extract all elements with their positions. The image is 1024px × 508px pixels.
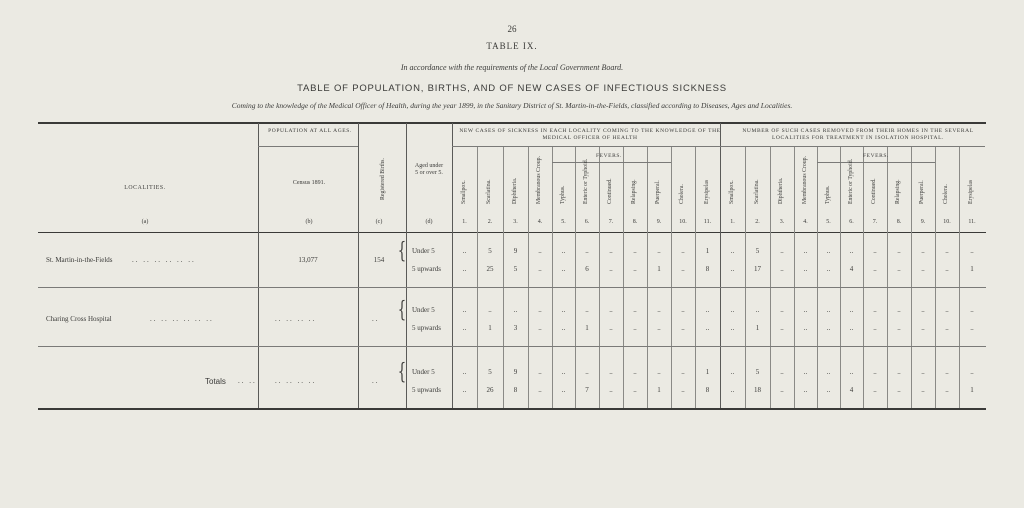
removed-case-cell: ..: [730, 247, 735, 255]
removed-case-cell: ..: [780, 265, 784, 273]
new-case-cell: ..: [462, 265, 467, 273]
removed-case-cell: ..: [780, 247, 784, 255]
table-number: TABLE IX.: [486, 41, 538, 51]
locality-name: St. Martin-in-the-Fields: [46, 256, 113, 264]
leader-dots: .. .. .. ..: [275, 377, 317, 385]
removed-case-cell: ..: [803, 306, 808, 314]
removed-disease-header: Erysipelas: [968, 179, 974, 204]
removed-case-cell: ..: [803, 386, 808, 394]
removed-case-cell: ..: [921, 265, 925, 273]
removed-column-number: 8.: [896, 219, 902, 225]
new-case-cell: 1: [585, 324, 589, 332]
new-cases-column-number: 3.: [513, 219, 518, 225]
leader-dots: .. .. .. ..: [275, 315, 317, 323]
removed-case-cell: ..: [849, 368, 854, 376]
removed-case-cell: 5: [755, 368, 760, 376]
removed-column-number: 1.: [730, 219, 735, 225]
age-group-label: 5 upwards: [412, 386, 441, 394]
aged-header: Aged under 5 or over 5.: [414, 163, 444, 177]
new-case-cell: ..: [681, 265, 685, 273]
new-case-cell: ..: [657, 368, 661, 376]
new-case-cell: ..: [609, 368, 613, 376]
removed-case-cell: ..: [897, 324, 901, 332]
removed-disease-header: Diphtheria.: [778, 177, 784, 204]
removed-case-cell: ..: [873, 324, 877, 332]
new-cases-disease-header: Puerperal.: [655, 180, 661, 204]
removed-column-number: 6.: [849, 219, 854, 225]
removed-case-cell: ..: [897, 265, 901, 273]
new-cases-disease-header: Erysipelas: [703, 179, 710, 204]
removed-case-cell: 18: [754, 386, 761, 394]
new-case-cell: 26: [486, 386, 494, 394]
removed-case-cell: ..: [897, 306, 901, 314]
removed-case-cell: ..: [897, 247, 901, 255]
removed-column-number: 3.: [779, 219, 785, 225]
leader-dots: .. .. .. .. .. ..: [150, 315, 214, 323]
new-case-cell: 8: [513, 386, 518, 394]
leader-dots: .. ..: [238, 377, 257, 385]
new-cases-column-number: 2.: [487, 219, 493, 225]
new-case-cell: ..: [538, 386, 542, 394]
census-header: Census 1891.: [292, 180, 326, 186]
table-bottom-rule: [38, 408, 986, 410]
header-bottom-rule: [38, 232, 986, 233]
new-case-cell: 9: [513, 247, 518, 255]
new-cases-disease-header: Diphtheria.: [511, 177, 518, 204]
row-brace: {: [397, 298, 407, 323]
new-case-cell: ..: [609, 324, 613, 332]
new-cases-disease-header: Continued.: [607, 178, 613, 204]
new-cases-column-number: 10.: [679, 219, 687, 225]
new-case-cell: ..: [585, 247, 589, 255]
removed-case-cell: ..: [945, 324, 949, 332]
new-case-cell: ..: [609, 306, 613, 314]
new-cases-disease-header: Enteric or Typhoid.: [583, 158, 589, 204]
removed-case-cell: ..: [826, 265, 831, 273]
new-case-cell: 5: [488, 368, 492, 376]
new-case-cell: 1: [657, 386, 661, 394]
removed-case-cell: ..: [730, 324, 735, 332]
new-case-cell: ..: [538, 306, 542, 314]
removed-case-cell: ..: [826, 306, 831, 314]
new-case-cell: 8: [705, 265, 710, 273]
removed-disease-header: Typhus.: [824, 185, 831, 204]
row-brace: {: [397, 360, 407, 385]
new-case-cell: ..: [561, 368, 566, 376]
new-case-cell: ..: [609, 265, 613, 273]
removed-column-number: 10.: [943, 219, 951, 225]
new-cases-disease-header: Relapsing.: [631, 179, 637, 204]
new-cases-column-number: 4.: [537, 219, 543, 225]
removed-case-cell: ..: [921, 247, 925, 255]
col-c-label: (c): [375, 219, 383, 225]
new-case-cell: ..: [609, 386, 613, 394]
removed-case-cell: ..: [780, 306, 784, 314]
new-case-cell: ..: [561, 386, 566, 394]
new-cases-column-number: 11.: [703, 219, 712, 225]
fevers-divider: [817, 162, 935, 163]
removed-case-cell: ..: [849, 306, 854, 314]
removed-column-number: 7.: [872, 219, 878, 225]
removed-case-cell: ..: [730, 265, 735, 273]
removed-case-cell: ..: [945, 306, 949, 314]
removed-case-cell: ..: [780, 386, 784, 394]
removed-case-cell: ..: [803, 247, 808, 255]
removed-case-cell: ..: [873, 247, 877, 255]
row-brace: {: [397, 239, 407, 264]
new-case-cell: 6: [585, 265, 589, 273]
new-cases-disease-header: Typhus.: [559, 185, 566, 204]
removed-case-cell: ..: [945, 265, 949, 273]
removed-disease-header: Continued.: [871, 178, 877, 204]
leader-dots: ..: [372, 315, 380, 323]
removed-case-cell: ..: [730, 368, 735, 376]
removed-column-number: 9.: [920, 219, 926, 225]
new-cases-disease-header: Membranous Croup.: [536, 156, 542, 204]
new-case-cell: ..: [609, 247, 613, 255]
new-cases-column-number: 9.: [656, 219, 662, 225]
age-group-label: 5 upwards: [412, 265, 441, 273]
page-number: 26: [507, 24, 517, 34]
new-case-cell: ..: [513, 306, 518, 314]
removed-case-cell: ..: [873, 368, 877, 376]
new-case-cell: 5: [513, 265, 518, 273]
new-case-cell: ..: [462, 324, 467, 332]
registered-births-header: Registered Births.: [380, 158, 386, 200]
removed-column-number: 5.: [826, 219, 831, 225]
table-title: TABLE OF POPULATION, BIRTHS, AND OF NEW CASES OF INFECTIOUS SICKNESS: [297, 83, 727, 94]
removed-case-cell: ..: [826, 247, 831, 255]
new-case-cell: ..: [462, 306, 467, 314]
localities-header: LOCALITIES.: [124, 185, 166, 191]
age-group-label: Under 5: [412, 306, 435, 314]
removed-case-cell: ..: [826, 386, 831, 394]
new-case-cell: ..: [561, 324, 566, 332]
new-case-cell: ..: [561, 247, 566, 255]
new-case-cell: ..: [681, 386, 685, 394]
removed-case-cell: ..: [849, 247, 854, 255]
new-cases-column-number: 8.: [632, 219, 638, 225]
new-case-cell: ..: [538, 247, 542, 255]
new-case-cell: ..: [538, 324, 542, 332]
removed-case-cell: ..: [803, 368, 808, 376]
new-case-cell: ..: [657, 247, 661, 255]
new-case-cell: ..: [633, 306, 637, 314]
new-cases-column-number: 6.: [584, 219, 590, 225]
new-case-cell: ..: [462, 247, 467, 255]
new-case-cell: ..: [633, 265, 637, 273]
removed-column-number: 11.: [968, 219, 976, 225]
removed-case-cell: ..: [826, 368, 831, 376]
new-case-cell: 3: [513, 324, 518, 332]
new-case-cell: 1: [488, 324, 492, 332]
removed-case-cell: ..: [803, 265, 808, 273]
removed-case-cell: ..: [780, 324, 784, 332]
new-case-cell: ..: [681, 306, 685, 314]
new-case-cell: 8: [705, 386, 710, 394]
new-case-cell: ..: [538, 368, 542, 376]
new-case-cell: ..: [633, 247, 637, 255]
fevers-divider: [552, 162, 671, 163]
removed-case-cell: ..: [945, 247, 949, 255]
removed-case-cell: ..: [945, 368, 949, 376]
removed-disease-header: Enteric or Typhoid.: [847, 158, 854, 204]
removed-case-cell: ..: [780, 368, 784, 376]
removed-case-cell: ..: [873, 265, 877, 273]
column-divider: [258, 123, 259, 408]
new-cases-column-number: 7.: [608, 219, 614, 225]
removed-column-number: 2.: [755, 219, 760, 225]
removed-case-cell: ..: [970, 247, 974, 255]
removed-case-cell: ..: [755, 306, 760, 314]
leader-dots: ..: [372, 377, 380, 385]
removed-case-cell: 4: [849, 265, 854, 273]
removed-case-cell: 17: [754, 265, 761, 273]
new-case-cell: 7: [585, 386, 589, 394]
removed-disease-header: Puerperal.: [919, 180, 925, 204]
new-case-cell: ..: [657, 306, 661, 314]
table-intro: Coming to the knowledge of the Medical Officer of Health, during the year 1899, in the Sanitary District of St. Martin-in-the-Fields, classified according to Diseases, Ages and Localities.: [231, 101, 793, 110]
new-case-cell: ..: [462, 386, 467, 394]
new-cases-column-number: 5.: [561, 219, 566, 225]
new-case-cell: ..: [561, 265, 566, 273]
removed-case-cell: ..: [921, 386, 925, 394]
table-top-rule: [38, 122, 986, 124]
removed-cases-header: NUMBER OF SUCH CASES REMOVED FROM THEIR HOMES IN THE SEVERAL LOCALITIES FOR TREATMENT IN ISOLATION HOSPITAL.: [742, 128, 974, 141]
removed-case-cell: ..: [849, 324, 854, 332]
removed-disease-header: Smallpox.: [728, 180, 735, 204]
leader-dots: .. .. .. .. .. ..: [132, 256, 196, 264]
new-cases-disease-header: Smallpox.: [460, 180, 467, 204]
removed-case-cell: ..: [730, 386, 735, 394]
new-case-cell: ..: [585, 368, 589, 376]
col-a-label: (a): [141, 219, 149, 225]
new-cases-disease-header: Scarlatina.: [486, 179, 492, 204]
new-case-cell: ..: [585, 306, 589, 314]
removed-case-cell: ..: [897, 386, 901, 394]
removed-case-cell: 1: [970, 265, 974, 273]
new-case-cell: ..: [561, 306, 566, 314]
new-case-cell: ..: [633, 368, 637, 376]
census-value: 13,077: [298, 256, 318, 264]
removed-disease-header: Membranous Croup.: [801, 156, 808, 204]
new-cases-header: NEW CASES OF SICKNESS IN EACH LOCALITY COMING TO THE KNOWLEDGE OF THE MEDICAL OFFICER OF HEALTH: [459, 128, 721, 141]
removed-disease-header: Scarlatina.: [753, 179, 760, 204]
new-case-cell: ..: [705, 324, 710, 332]
removed-case-cell: ..: [970, 306, 974, 314]
population-header: POPULATION AT ALL AGES.: [268, 128, 352, 134]
removed-column-number: 4.: [803, 219, 808, 225]
new-case-cell: 1: [705, 368, 710, 376]
fevers-header-removed: FEVERS.: [862, 153, 890, 159]
header-divider: [452, 146, 985, 147]
removed-case-cell: ..: [945, 386, 949, 394]
table-subtitle: In accordance with the requirements of the Local Government Board.: [400, 63, 624, 72]
removed-disease-header: Cholera.: [943, 184, 949, 204]
removed-case-cell: 5: [755, 247, 760, 255]
column-divider: [358, 123, 359, 408]
removed-case-cell: ..: [826, 324, 831, 332]
removed-case-cell: ..: [921, 306, 925, 314]
new-case-cell: ..: [681, 324, 685, 332]
header-divider: [258, 146, 358, 147]
row-divider: [38, 287, 986, 288]
new-case-cell: 5: [488, 247, 492, 255]
fevers-header-new: FEVERS.: [595, 153, 623, 159]
new-case-cell: ..: [633, 386, 637, 394]
removed-disease-header: Relapsing.: [895, 179, 901, 204]
locality-name: Totals: [205, 377, 226, 386]
removed-case-cell: 4: [849, 386, 854, 394]
row-divider: [38, 346, 986, 347]
age-group-label: Under 5: [412, 368, 435, 376]
col-b-label: (b): [305, 219, 313, 225]
new-cases-column-number: 1.: [462, 219, 467, 225]
removed-case-cell: ..: [730, 306, 735, 314]
new-case-cell: ..: [538, 265, 542, 273]
removed-case-cell: ..: [921, 324, 925, 332]
age-group-label: 5 upwards: [412, 324, 441, 332]
age-group-label: Under 5: [412, 247, 435, 255]
removed-case-cell: ..: [897, 368, 901, 376]
removed-case-cell: ..: [970, 324, 974, 332]
removed-case-cell: ..: [970, 368, 974, 376]
new-case-cell: 9: [513, 368, 518, 376]
new-case-cell: ..: [657, 324, 661, 332]
new-case-cell: 1: [705, 247, 710, 255]
removed-case-cell: ..: [873, 306, 877, 314]
new-cases-disease-header: Cholera.: [679, 184, 685, 204]
removed-case-cell: 1: [970, 386, 974, 394]
new-case-cell: 1: [657, 265, 661, 273]
births-value: 154: [373, 256, 385, 264]
new-case-cell: 25: [486, 265, 494, 273]
removed-case-cell: 1: [755, 324, 760, 332]
removed-case-cell: ..: [921, 368, 925, 376]
new-case-cell: ..: [462, 368, 467, 376]
new-case-cell: ..: [681, 247, 685, 255]
removed-case-cell: ..: [803, 324, 808, 332]
removed-case-cell: ..: [873, 386, 877, 394]
new-case-cell: ..: [488, 306, 492, 314]
new-case-cell: ..: [705, 306, 710, 314]
new-case-cell: ..: [681, 368, 685, 376]
col-d-label: (d): [425, 219, 433, 225]
new-case-cell: ..: [633, 324, 637, 332]
locality-name: Charing Cross Hospital: [46, 315, 112, 323]
